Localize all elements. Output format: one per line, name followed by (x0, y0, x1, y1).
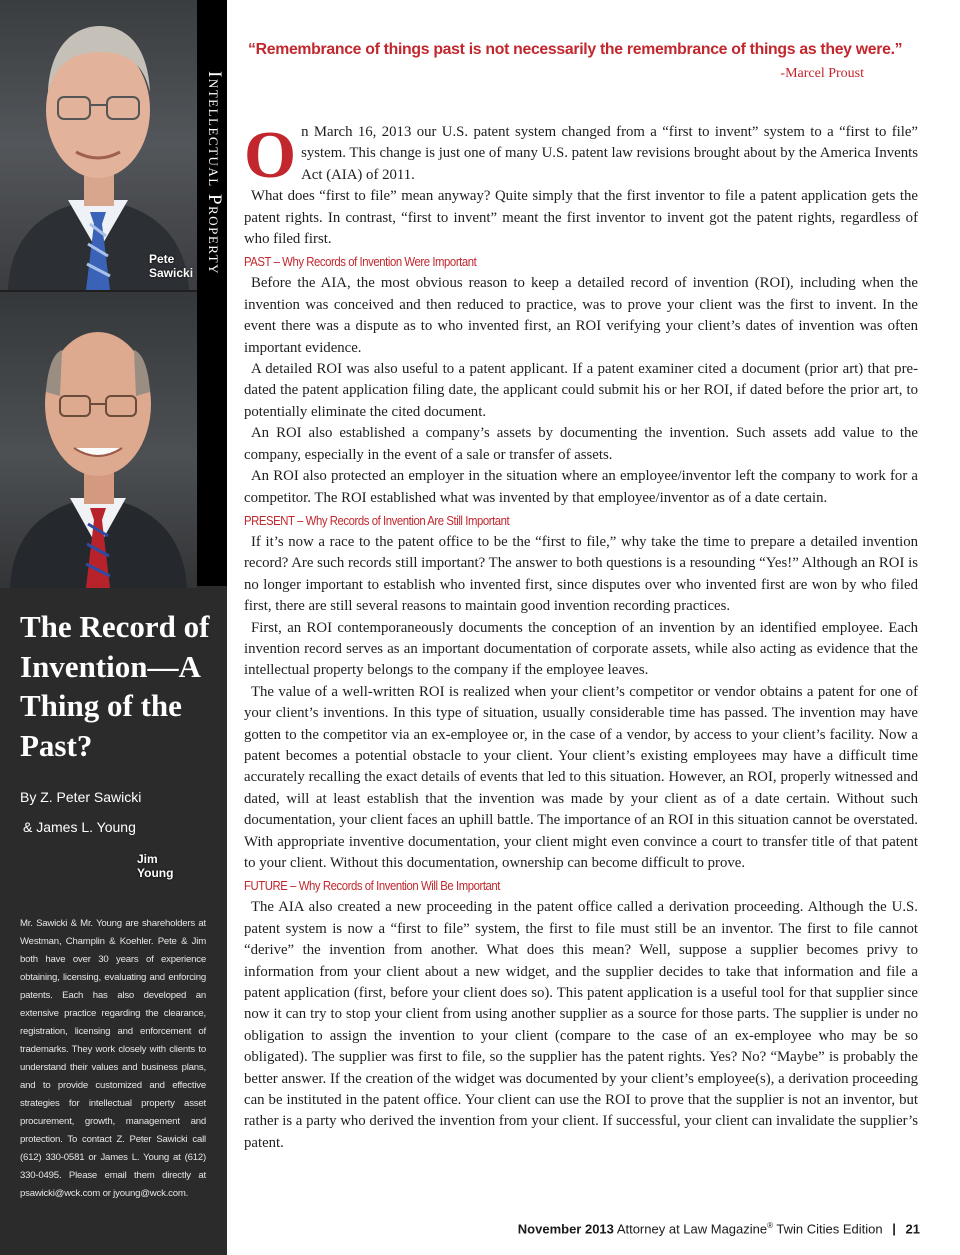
body-paragraph: Before the AIA, the most obvious reason to keep a detailed record of invention (ROI), including when the invention was conceived and then reduced to practice, was to prove your client was the first to invent. In the event there was a dispute as to who invented first, an ROI verifying your client’s dates of invention was often important evidence. (244, 275, 918, 356)
portrait-illustration (0, 0, 197, 290)
body-paragraph: What does “first to file” mean anyway? Quite simply that the first inventor to file a patent application gets the patent rights. In contrast, “first to invent” meant the first inventor to invent got the patent rights, regardless of who filed first. (244, 188, 918, 248)
body-paragraph: An ROI also established a company’s assets by documenting the invention. Such assets add value to the company, especially in the event of a sale or transfer of assets. (244, 425, 918, 463)
body-paragraph: First, an ROI contemporaneously documents the conception of an invention by an identified employee. Each invention record serves as an important documentation of corporate assets, while also acting as evidence that the intellectual property belongs to the company if the employee leaves. (244, 619, 918, 679)
byline-author-1: By Z. Peter Sawicki (20, 789, 142, 805)
registered-mark: ® (767, 1221, 774, 1230)
author-bio: Mr. Sawicki & Mr. Young are shareholders at Westman, Champlin & Koehler. Pete & Jim both have over 30 years of experience obtaining, licensing, evaluating and enforcing patents. Each has also developed an extensive practice regarding the clearance, registration, licensing and enforcement of trademarks. They work closely with clients to understand their values and business plans, and to provide customized and effective strategies for intellectual property asset procurement, growth, management and protection. To contact Z. Peter Sawicki call (612) 330-0581 or James L. Young at (612) 330-0495. Please email them directly at psawicki@wck.com or jyoung@wck.com. (20, 918, 206, 1199)
photo-caption-pete: Pete Sawicki (149, 252, 194, 280)
footer-edition: Twin Cities Edition (776, 1221, 883, 1237)
article-title: The Record of Invention—A Thing of the Past? (20, 609, 210, 763)
body-paragraph: The value of a well-written ROI is realized when your client’s competitor or vendor obtains a patent for one of your client’s inventions. In this type of situation, usually considerable time has passed. The invention may have gotten to the competitor via an ex-employee or, in the case of a vendor, by access to your client’s facility. Now a patent becomes a potential obstacle to your client. Your client’s existing employees may have a difficult time accurately recalling the exact details of events that led to this situation. However, an ROI, properly witnessed and dated, will at least establish that the invention was made by your client as of a date certain. Without such documentation, your client faces an uphill battle. The importance of an ROI in this situation cannot be overstated. With appropriate inventive documentation, your client might even convince a court to transfer title of that patent to your client. Without this documentation, ownership can become difficult to prove. (244, 683, 918, 871)
headshot-pete-sawicki (0, 0, 197, 290)
body-paragraph: The AIA also created a new proceeding in the patent office called a derivation proceeding. Although the U.S. patent system is now a “first to file” system, the first to file must still be an inventor. The first to file cannot “derive” the invention from another. What does this mean? Well, suppose a supplier becomes privy to information from your client about a new widget, and the supplier decides to take that information and file a patent application (first, before your client does so). This patent application is a useful tool for that supplier since now it can try to stop your client from using another supplier as a source for those parts. The supplier is under no obligation to assign the invention to your client (compare to the case of an ex-employee who may be so obligated). The supplier was first to file, so the supplier has the patent rights. Yes? No? “Maybe” is probably the better answer. If the creation of the widget was documented by your client’s employee(s), a derivation proceeding can be instituted in the patent office. Your client can use the ROI to prove that the supplier is not an inventor, but rather is a party who derived the invention from your client. If successful, your client can invalidate the supplier’s patent. (244, 899, 918, 1151)
drop-cap: O (244, 118, 297, 192)
byline-author-2: & James L. Young (23, 819, 136, 835)
footer-issue: November 2013 (517, 1221, 614, 1237)
body-paragraph: If it’s now a race to the patent office to be the “first to file,” why take the time to prepare a detailed invention record? Are such records still important? The answer to both questions is a resounding “Yes!” Although an ROI is no longer important to establish who invented first, since disputes over who invented first are won by who filed first, there are still several reasons to maintain good invention recording practices. (244, 533, 918, 615)
page-number: 21 (905, 1221, 920, 1237)
byline (20, 782, 220, 842)
body-paragraph: A detailed ROI was also useful to a patent applicant. If a patent examiner cited a document (prior art) that pre-dated the patent application filing date, the applicant could submit his or her ROI, if dated before the prior art, to potentially eliminate the cited document. (244, 361, 918, 420)
body-paragraph: An ROI also protected an employer in the situation where an employee/inventor left the company to work for a competitor. The ROI established what was invented by that employee/inventor as of a date certain. (244, 468, 918, 506)
section-label: Intellectual Property (204, 70, 225, 276)
subhead-past: PAST – Why Records of Invention Were Important (244, 254, 477, 270)
page-footer (518, 1221, 920, 1236)
footer-publication: Attorney at Law Magazine (616, 1221, 768, 1237)
left-sidebar (0, 0, 227, 1255)
photo-caption-jim: Jim Young (137, 852, 174, 880)
subhead-future: FUTURE – Why Records of Invention Will Be Important (244, 878, 501, 894)
epigraph (248, 41, 916, 82)
article-body (244, 118, 918, 1154)
epigraph-quote: “Remembrance of things past is not necessarily the remembrance of things as they were.” (248, 41, 903, 58)
body-paragraph: n March 16, 2013 our U.S. patent system changed from a “first to invent” system to a “first to file” system. This change is just one of many U.S. patent law revisions brought about by the America Invents Act (AIA) of 2011. (301, 124, 918, 183)
subhead-present: PRESENT – Why Records of Invention Are Still Important (244, 512, 510, 528)
epigraph-attribution: -Marcel Proust (780, 66, 864, 81)
footer-separator: | (892, 1221, 896, 1237)
portrait-illustration (0, 292, 197, 588)
